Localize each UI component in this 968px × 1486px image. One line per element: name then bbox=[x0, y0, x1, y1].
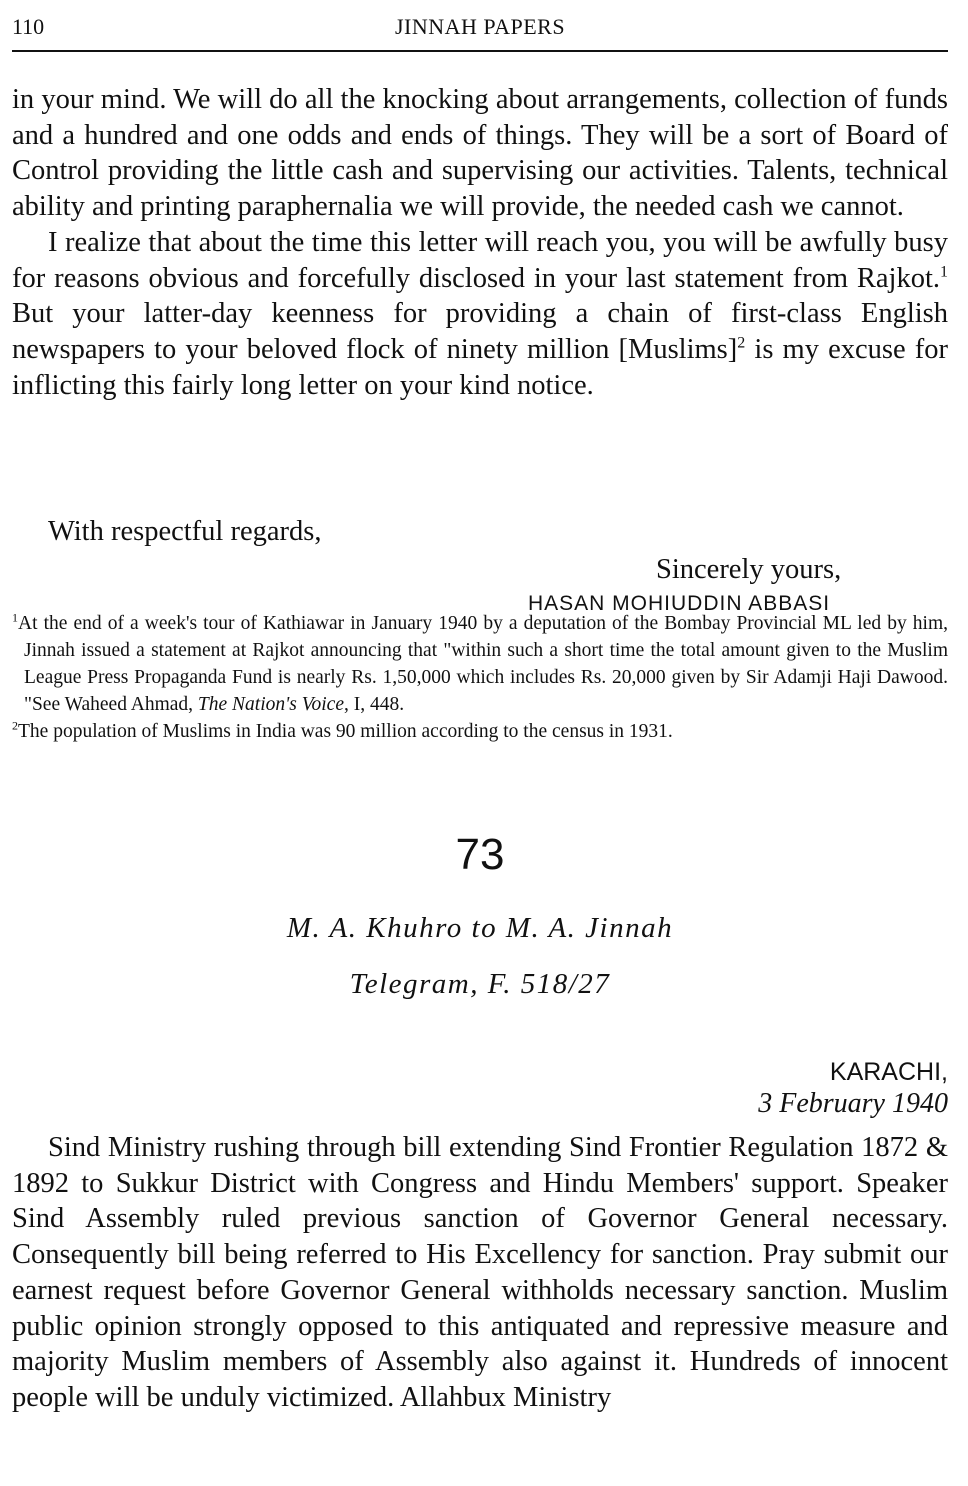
footnotes bbox=[12, 610, 948, 745]
letter-closing bbox=[12, 514, 948, 615]
letter-body bbox=[12, 82, 948, 403]
header-rule bbox=[12, 50, 948, 52]
document-reference: Telegram, F. 518/27 bbox=[349, 968, 611, 1000]
dateline-place: KARACHI, bbox=[829, 1058, 948, 1086]
running-header bbox=[12, 14, 948, 44]
dateline-date: 3 February 1940 bbox=[758, 1088, 948, 1119]
document-number: 73 bbox=[455, 830, 505, 879]
letter-paragraph-1: in your mind. We will do all the knocking about arrangements, collection of funds and a hundred and one odds and ends of things. They will be a sort of Board of Control providing the little cash and supervising our activities. Talents, technical ability and printing paraphernalia we will provide, the needed cash we cannot. bbox=[12, 84, 948, 223]
footnote-ref-1: 1 bbox=[940, 263, 948, 281]
footnote-2: $^2$The population of Muslims in India was 90 million according to the census in 1931. bbox=[12, 718, 673, 742]
telegram-paragraph: Sind Ministry rushing through bill extending Sind Frontier Regulation 1872 & 1892 to Sukkur District with Congress and Hindu Members' support. Speaker Sind Assembly ruled previous sanction of Governor General necessary. Consequently bill being referred to His Excellency for sanction. Pray submit our earnest request before Governor General withholds necessary sanction. Muslim public opinion strongly opposed to this antiquated and repressive measure and majority Muslim members of Assembly also against it. Hundreds of innocent people will be unduly victimized. Allahbux Ministry bbox=[12, 1132, 948, 1413]
footnote-1: $^1$At the end of a week's tour of Kathiawar in January 1940 by a deputation of the Bombay Provincial ML led by him, Jinnah issued a statement at Rajkot announcing that "within such a short time the total amount given to the Muslim League Press Propaganda Fund is nearly Rs. 1,50,000 which includes Rs. 20,000 given by Sir Adamji Haji Dawood. "See Waheed Ahmad, The Nation's Voice, I, 448. bbox=[12, 610, 948, 715]
letter-paragraph-2: I realize that about the time this letter will reach you, you will be awfully busy for reasons obvious and forcefully disclosed in your last statement from Rajkot.$^1$ But your latter-day keenness for providing a chain of first-class English newspapers to your beloved flock of ninety million $[Muslims]^2$ is my excuse for inflicting this fairly long letter on your kind notice. bbox=[12, 226, 949, 401]
closing-regards: With respectful regards, bbox=[48, 516, 322, 547]
cited-book-title: The Nation's Voice bbox=[197, 694, 344, 715]
telegram-body bbox=[12, 1130, 948, 1416]
closing-sincerely: Sincerely yours, bbox=[656, 554, 842, 585]
footnote-ref-2: 2 bbox=[737, 334, 746, 352]
signer-name: HASAN MOHIUDDIN ABBASI bbox=[528, 592, 831, 615]
document-title: M. A. Khuhro to M. A. Jinnah bbox=[286, 912, 674, 944]
page-number: 110 bbox=[12, 14, 45, 39]
running-title: JINNAH PAPERS bbox=[394, 14, 566, 39]
